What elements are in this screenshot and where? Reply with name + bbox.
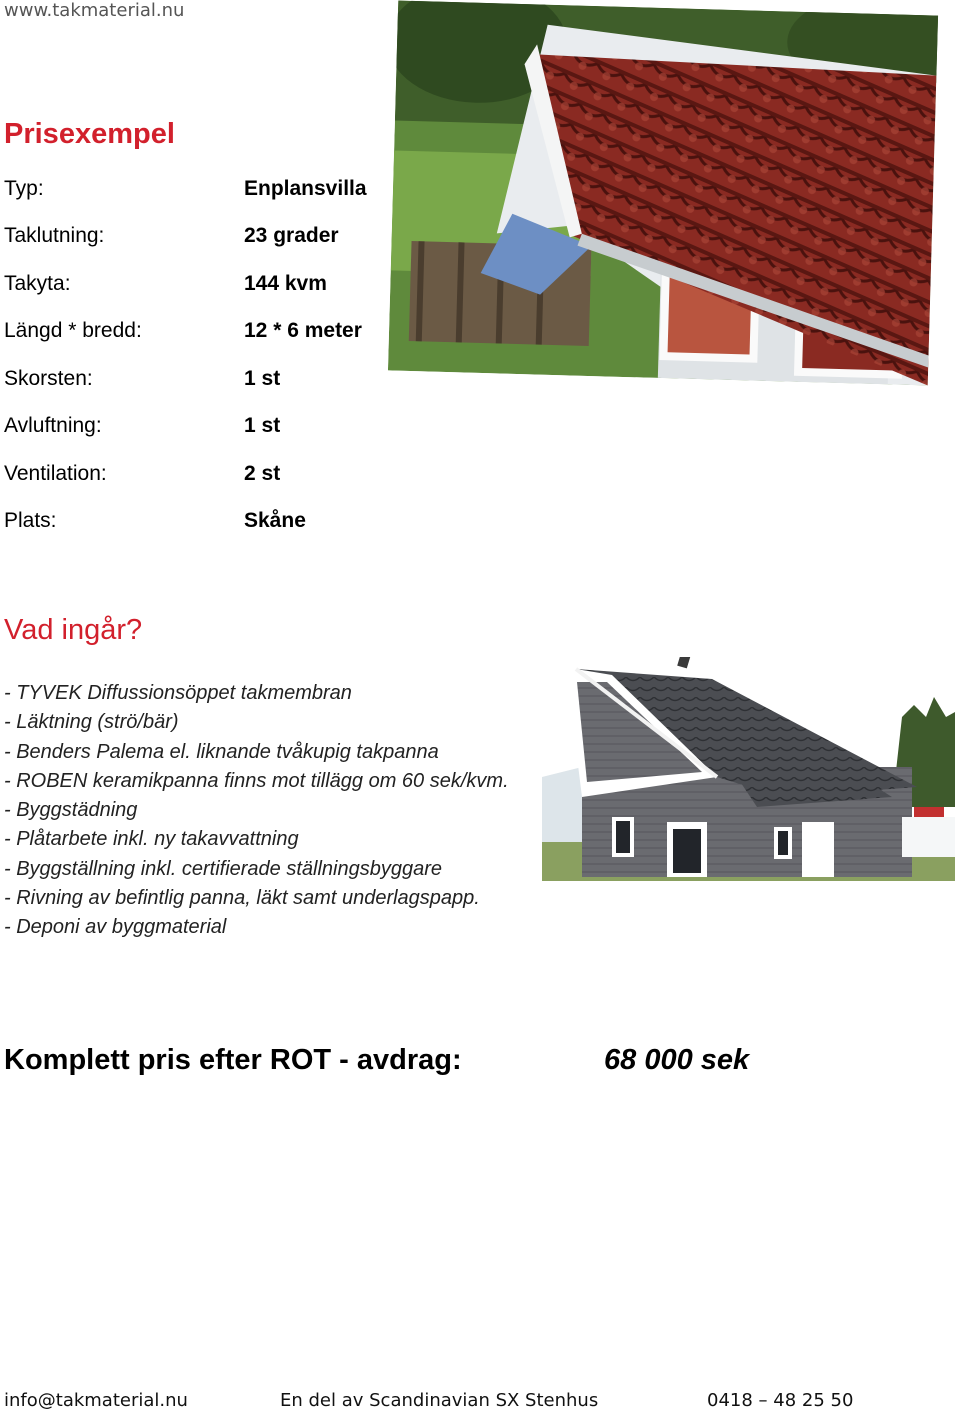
spec-label: Takyta: <box>4 272 71 295</box>
list-item: - Läktning (strö/bär) <box>4 711 179 734</box>
spec-label: Längd * bredd: <box>4 319 142 342</box>
spec-value: Skåne <box>244 509 306 532</box>
footer-phone[interactable]: 0418 – 48 25 50 <box>707 1390 854 1411</box>
spec-value: 1 st <box>244 414 281 437</box>
spec-label: Skorsten: <box>4 367 93 390</box>
spec-label: Plats: <box>4 509 57 532</box>
spec-value: Enplansvilla <box>244 177 367 200</box>
header-url[interactable]: www.takmaterial.nu <box>4 0 185 21</box>
list-item: - ROBEN keramikpanna finns mot tillägg om 60 sek/kvm. <box>4 769 509 792</box>
footer-email[interactable]: info@takmaterial.nu <box>4 1390 188 1411</box>
spec-value: 23 grader <box>244 224 339 247</box>
list-item: - TYVEK Diffussionsöppet takmembran <box>4 682 352 704</box>
price-value: 68 000 sek <box>604 1044 750 1076</box>
house-photo <box>542 657 955 881</box>
spec-value: 12 * 6 meter <box>244 319 362 342</box>
list-item: - Benders Palema el. liknande tvåkupig takpanna <box>4 740 439 763</box>
list-item: - Deponi av byggmaterial <box>4 916 227 939</box>
spec-label: Avluftning: <box>4 414 102 437</box>
spec-value: 144 kvm <box>244 272 327 295</box>
footer-tagline: En del av Scandinavian SX Stenhus <box>280 1390 599 1411</box>
page-title: Prisexempel <box>4 118 175 150</box>
roof-photo <box>388 1 938 386</box>
spec-label: Ventilation: <box>4 462 107 485</box>
price-label: Komplett pris efter ROT - avdrag: <box>4 1044 462 1076</box>
included-list <box>4 679 534 943</box>
list-item: - Rivning av befintlig panna, läkt samt underlagspapp. <box>4 887 480 910</box>
spec-value: 1 st <box>244 367 281 390</box>
list-item: - Byggstädning <box>4 799 138 822</box>
included-heading: Vad ingår? <box>4 614 143 646</box>
spec-label: Typ: <box>4 177 44 200</box>
list-item: - Plåtarbete inkl. ny takavvattning <box>4 828 299 851</box>
spec-value: 2 st <box>244 462 281 485</box>
spec-label: Taklutning: <box>4 224 105 247</box>
list-item: - Byggställning inkl. certifierade ställningsbyggare <box>4 857 443 880</box>
